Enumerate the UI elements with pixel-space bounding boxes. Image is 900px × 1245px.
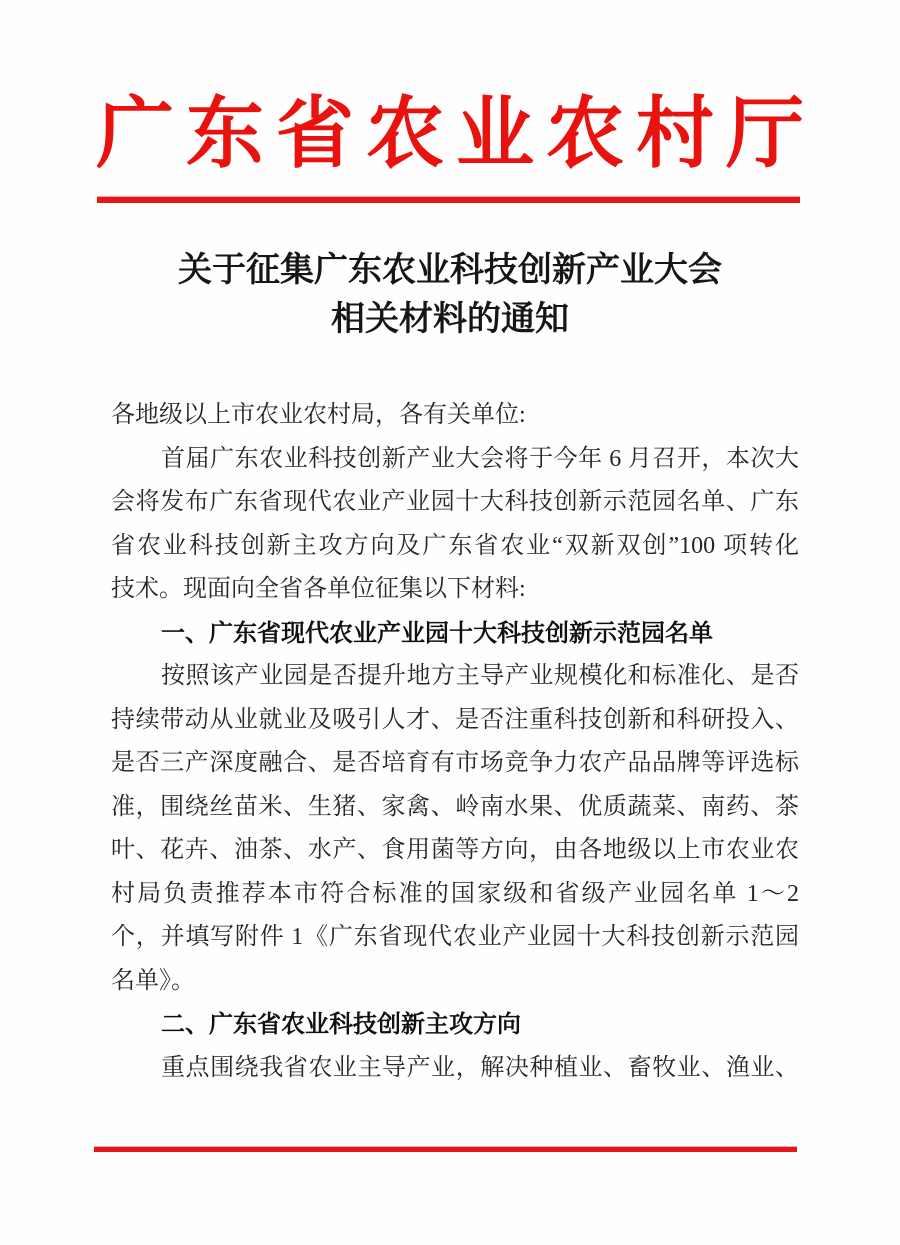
body-line: 持续带动从业就业及吸引人才、是否注重科技创新和科研投入、 bbox=[111, 706, 799, 733]
section-heading-2: 二、广东省农业科技创新主攻方向 bbox=[161, 1011, 521, 1038]
salutation: 各地级以上市农业农村局，各有关单位: bbox=[111, 402, 526, 428]
body-line: 省农业科技创新主攻方向及广东省农业“双新双创”100 项转化 bbox=[111, 532, 799, 559]
body-line: 技术。现面向全省各单位征集以下材料: bbox=[111, 576, 526, 602]
notice-body bbox=[111, 394, 799, 1090]
body-line: 村局负责推荐本市符合标准的国家级和省级产业园名单 1～2 bbox=[111, 880, 799, 907]
body-line: 按照该产业园是否提升地方主导产业规模化和标准化、是否 bbox=[161, 663, 799, 689]
body-line: 个，并填写附件 1《广东省现代农业产业园十大科技创新示范园 bbox=[111, 924, 799, 950]
body-line: 首届广东农业科技创新产业大会将于今年 6 月召开，本次大 bbox=[161, 445, 799, 472]
body-line: 会将发布广东省现代农业产业园十大科技创新示范园名单、广东 bbox=[111, 489, 799, 515]
notice-title bbox=[0, 246, 900, 344]
notice-title-line-1: 关于征集广东农业科技创新产业大会 bbox=[178, 252, 722, 289]
body-line: 是否三产深度融合、是否培育有市场竞争力农产品品牌等评选标 bbox=[111, 750, 799, 776]
section-heading-1: 一、广东省现代农业产业园十大科技创新示范园名单 bbox=[161, 619, 713, 647]
body-line: 名单》。 bbox=[111, 967, 195, 994]
body-line: 重点围绕我省农业主导产业，解决种植业、畜牧业、渔业、 bbox=[161, 1054, 799, 1081]
footer-rule bbox=[94, 1146, 797, 1152]
body-line: 叶、花卉、油茶、水产、食用菌等方向，由各地级以上市农业农 bbox=[111, 837, 799, 863]
notice-title-line-2: 相关材料的通知 bbox=[331, 301, 569, 338]
letterhead-rule bbox=[97, 196, 800, 203]
body-line: 准，围绕丝苗米、生猪、家禽、岭南水果、优质蔬菜、南药、茶 bbox=[111, 793, 799, 820]
agency-name: 广东省农业农村厅 bbox=[95, 90, 816, 177]
